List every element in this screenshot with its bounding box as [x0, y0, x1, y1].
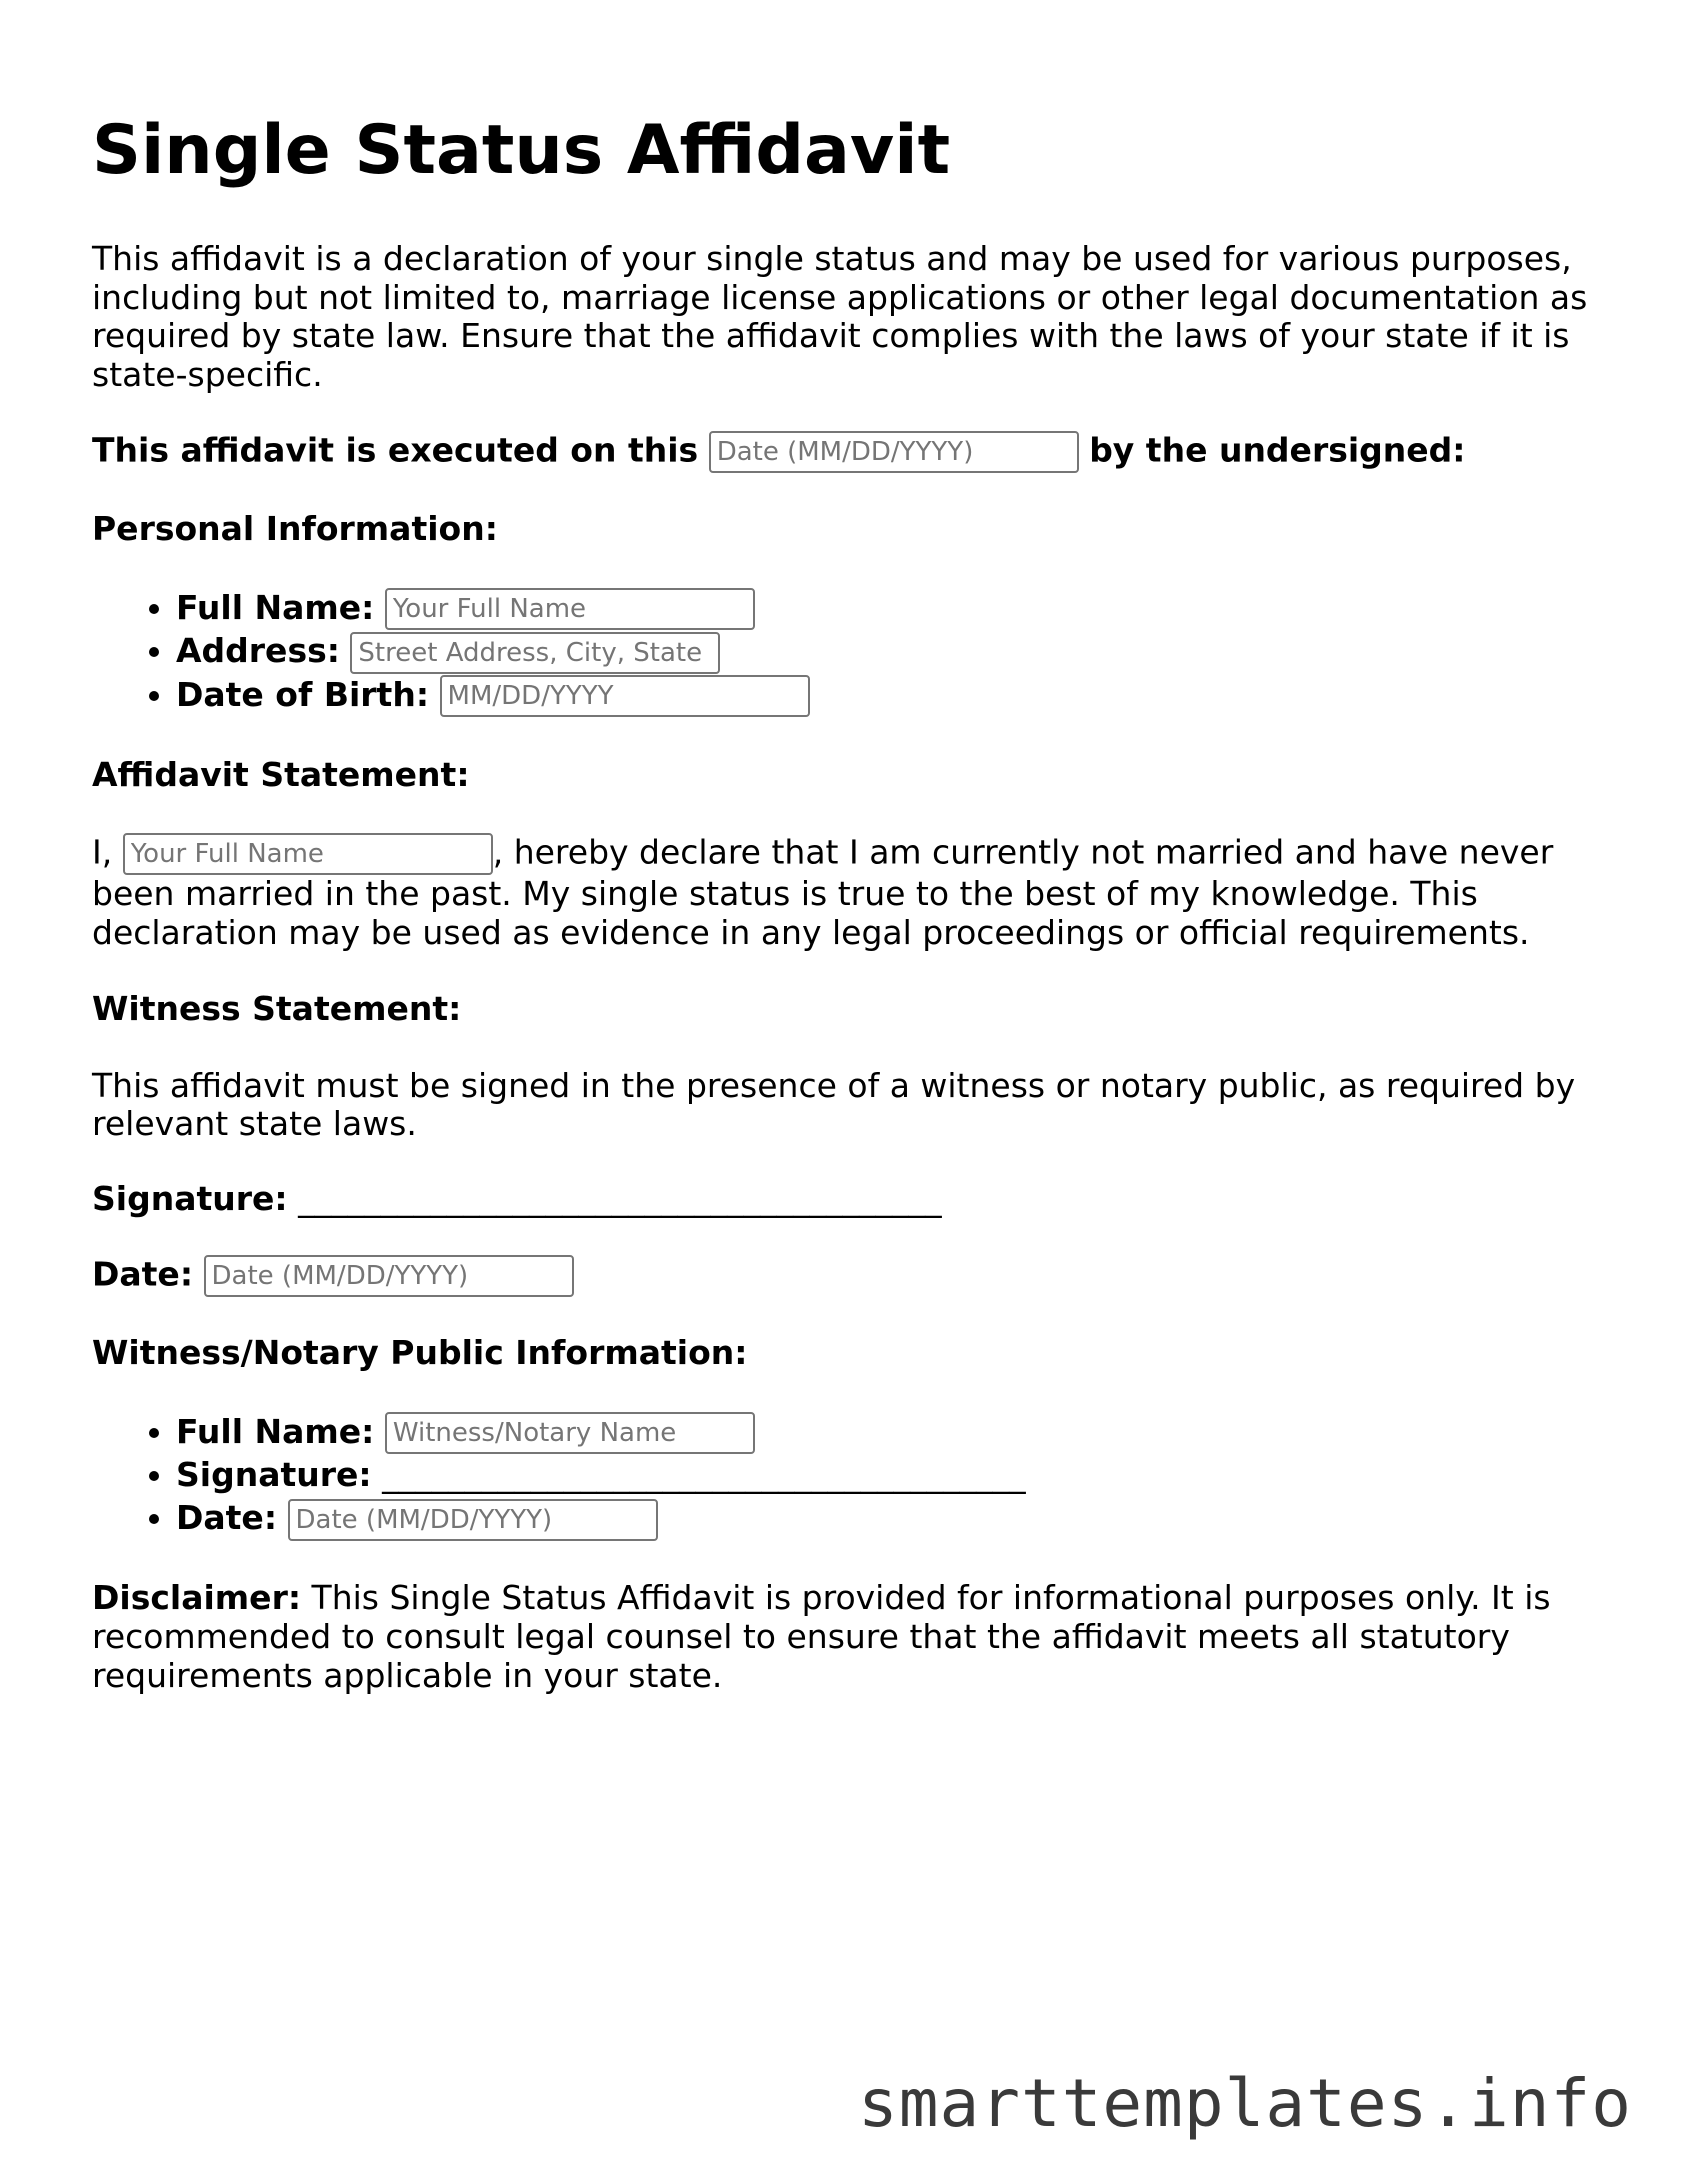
witness-signature-underline[interactable]: _______________________________________	[382, 1455, 1026, 1495]
list-item	[176, 630, 1612, 674]
disclaimer-text: This Single Status Affidavit is provided for informational purposes only. It is recommended to consult legal counsel to ensure that the affidavit meets all statutory requirements applicable in your state.	[92, 1577, 1551, 1695]
execution-date-input[interactable]	[709, 431, 1079, 473]
list-item	[176, 1411, 1612, 1455]
witness-statement-text: This affidavit must be signed in the presence of a witness or notary public, as required by relevant state laws.	[92, 1065, 1576, 1144]
execution-suffix: by the undersigned:	[1089, 430, 1466, 470]
date-label: Date:	[92, 1254, 194, 1294]
witness-name-input[interactable]	[385, 1412, 755, 1454]
statement-prefix: I,	[92, 832, 113, 872]
list-item	[176, 587, 1612, 631]
execution-prefix: This affidavit is executed on this	[92, 430, 699, 470]
statement-text: , hereby declare that I am currently not married and have never been married in the past. My single status is true to the best of my knowledge. This declaration may be used as evidence in any legal proceedings or official requirements.	[92, 832, 1554, 952]
document	[92, 110, 1612, 1732]
dob-label: Date of Birth:	[176, 674, 430, 714]
full-name-label: Full Name:	[176, 587, 375, 627]
witness-date-input[interactable]	[288, 1499, 658, 1541]
witness-statement-heading: Witness Statement:	[92, 988, 462, 1028]
witness-info-list	[92, 1411, 1612, 1541]
page-title: Single Status Affidavit	[92, 111, 951, 190]
dob-input[interactable]	[440, 675, 810, 717]
witness-date-label: Date:	[176, 1498, 278, 1538]
personal-info-list	[92, 587, 1612, 718]
disclaimer-label: Disclaimer:	[92, 1577, 302, 1617]
statement-heading: Affidavit Statement:	[92, 755, 470, 795]
execution-line	[92, 431, 1612, 473]
witness-name-label: Full Name:	[176, 1411, 375, 1451]
statement-paragraph	[92, 833, 1612, 953]
intro-paragraph: This affidavit is a declaration of your single status and may be used for various purposes, including but not limited to, marriage license applications or other legal documentation as required by state law. Ensure that the affidavit complies with the laws of your state if it is state-specific.	[92, 238, 1588, 395]
address-label: Address:	[176, 631, 340, 671]
list-item	[176, 1454, 1612, 1497]
witness-info-heading: Witness/Notary Public Information:	[92, 1333, 748, 1373]
signature-underline[interactable]: _______________________________________	[298, 1179, 942, 1219]
witness-signature-label: Signature:	[176, 1455, 372, 1495]
statement-name-input[interactable]	[123, 833, 493, 875]
list-item	[176, 674, 1612, 718]
watermark: smarttemplates.info	[858, 2065, 1632, 2142]
date-input[interactable]	[204, 1255, 574, 1297]
signature-label: Signature:	[92, 1179, 288, 1219]
address-input[interactable]	[350, 632, 720, 674]
list-item	[176, 1497, 1612, 1541]
signature-line	[92, 1180, 1612, 1219]
personal-info-heading: Personal Information:	[92, 509, 498, 549]
disclaimer-paragraph	[92, 1579, 1612, 1696]
date-line	[92, 1255, 1612, 1297]
full-name-input[interactable]	[385, 588, 755, 630]
